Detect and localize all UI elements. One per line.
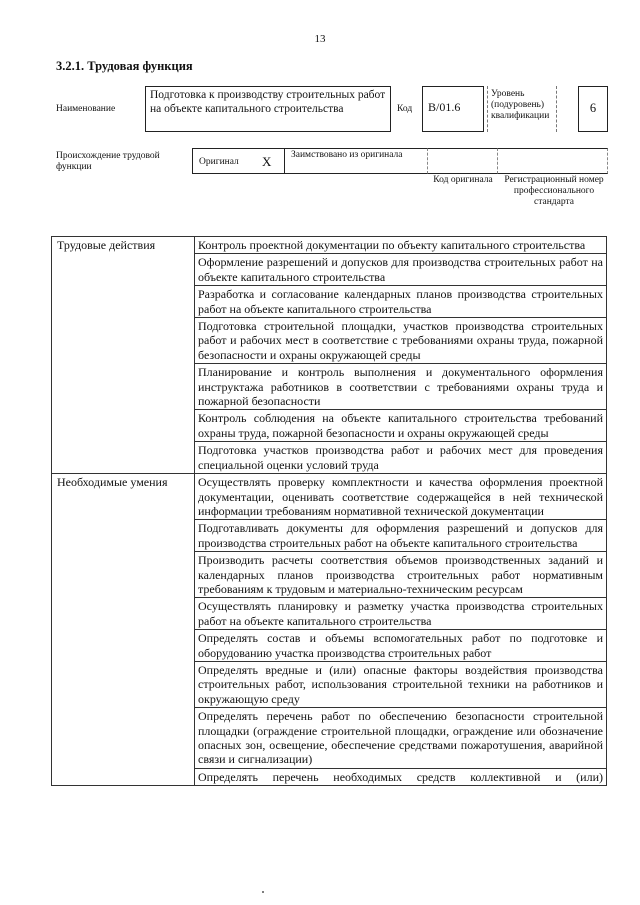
table-cell: Контроль соблюдения на объекте капитального строительства требований охраны труда, пожарной безопасности и охраны окружающей среды <box>195 410 607 442</box>
table-cell: Определять перечень необходимых средств коллективной и (или) <box>195 768 607 785</box>
table-cell: Определять состав и объемы вспомогательных работ по подготовке и оборудованию участка производства строительных работ <box>195 630 607 662</box>
section-heading: 3.2.1. Трудовая функция <box>56 59 193 73</box>
table-cell: Определять вредные и (или) опасные факторы воздействия производства строительных работ, использования строительной техники на работников и окружающую среду <box>195 661 607 707</box>
table-cell: Оформление разрешений и допусков для производства строительных работ на объекте капитального строительства <box>195 254 607 286</box>
name-label: Наименование <box>56 104 116 114</box>
borrowed-label: Заимствовано из оригинала <box>291 150 403 160</box>
table-row <box>52 474 607 520</box>
original-box <box>192 148 285 174</box>
section-label: Необходимые умения <box>52 474 195 786</box>
table-cell: Подготавливать документы для оформления разрешений и допусков для производства строительных работ на объекте капитального строительства <box>195 520 607 552</box>
table-cell: Подготовка участков производства работ и рабочих мест для проведения специальной оценки условий труда <box>195 442 607 474</box>
level-value: 6 <box>589 101 597 115</box>
code-original-caption: Код оригинала <box>433 175 493 185</box>
code-box <box>422 86 484 132</box>
reg-number-caption: Регистрационный номер профессионального стандарта <box>504 175 604 207</box>
code-label: Код <box>397 104 413 114</box>
original-label: Оригинал <box>199 157 239 167</box>
table-cell: Производить расчеты соответствия объемов производственных заданий и календарных планов производства строительных работ нормативным требованиям к трудовым и материально-техническим ресурсам <box>195 552 607 598</box>
table-cell: Планирование и контроль выполнения и документального оформления инструктажа работников в соответствии с требованиями охраны труда и пожарной безопасности <box>195 364 607 410</box>
table-cell: Разработка и согласование календарных планов производства строительных работ на объекте капитального строительства <box>195 286 607 318</box>
table-cell: Подготовка строительной площадки, участков производства строительных работ и рабочих мест в соответствие с требованиями охраны труда, пожарной безопасности и охраны окружающей среды <box>195 318 607 364</box>
table-cell: Контроль проектной документации по объекту капитального строительства <box>195 237 607 254</box>
origin-label: Происхождение трудовой функции <box>56 151 160 172</box>
table-cell: Определять перечень работ по обеспечению безопасности строительной площадки (ограждение строительной площадки, ограждение или обозначение опасных зон, освещение, обеспечение средствами пожаротушения, аварийной связи и сигнализации) <box>195 708 607 769</box>
requirements-table <box>51 236 607 786</box>
table-cell: Осуществлять планировку и разметку участка производства строительных работ на объекте капитального строительства <box>195 598 607 630</box>
code-value: В/01.6 <box>428 100 461 114</box>
function-name-box <box>145 86 391 132</box>
borrowed-box <box>285 148 428 174</box>
table-cell: Осуществлять проверку комплектности и качества оформления проектной документации, оценивать соответствие содержащейся в ней технической информации требованиям нормативной технической документации <box>195 474 607 520</box>
function-name: Подготовка к производству строительных работ на объекте капитального строительства <box>150 89 386 115</box>
table-row <box>52 237 607 254</box>
page-number: 13 <box>314 33 326 45</box>
level-box <box>578 86 608 132</box>
code-original-cell <box>428 148 498 174</box>
section-label: Трудовые действия <box>52 237 195 474</box>
scan-dot <box>262 891 264 893</box>
level-label: Уровень (подуровень) квалификации <box>491 89 550 121</box>
reg-number-cell <box>498 148 608 174</box>
original-mark: X <box>262 154 272 169</box>
